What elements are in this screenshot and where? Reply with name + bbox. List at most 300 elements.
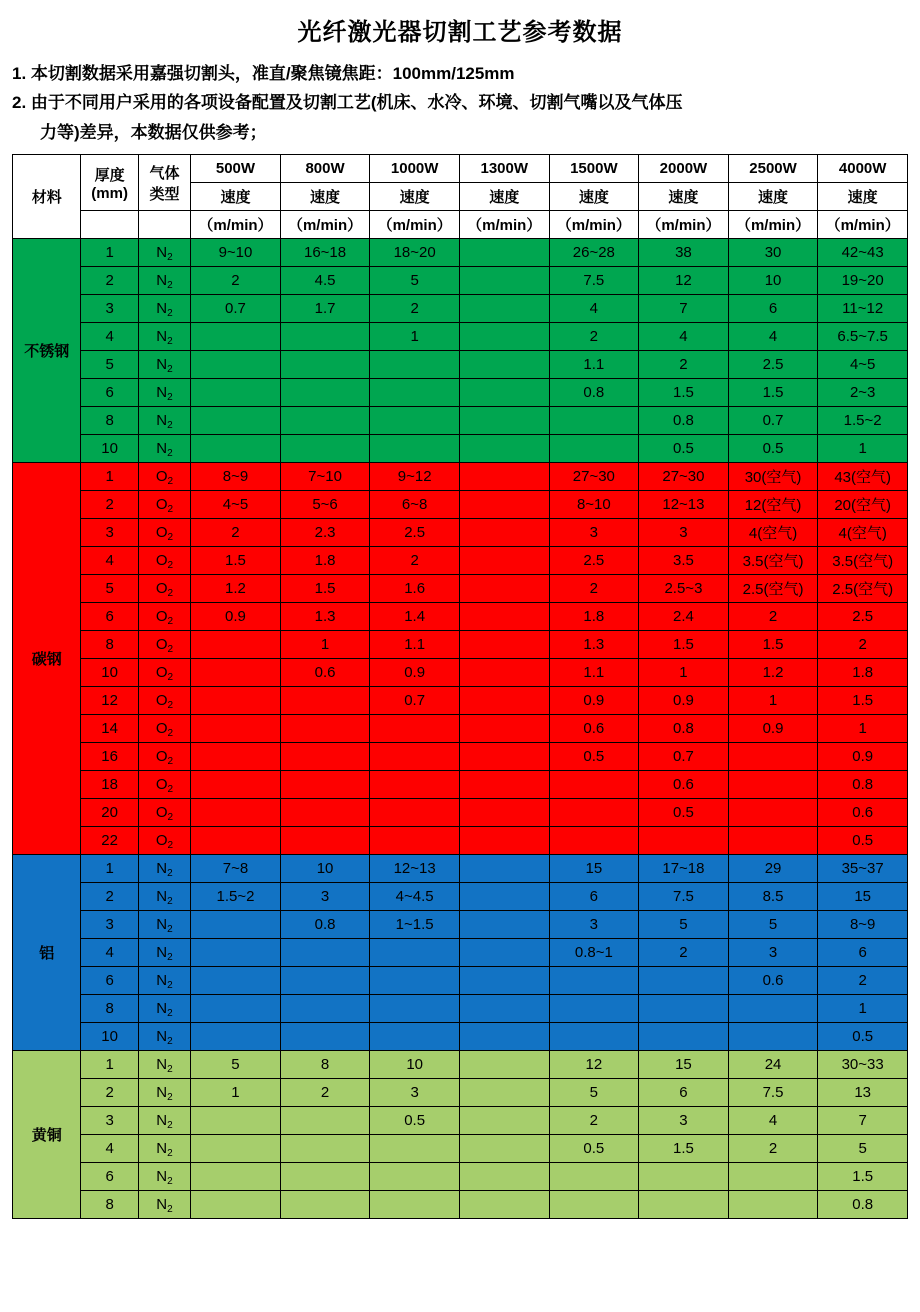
speed-cell: 8~10 xyxy=(549,491,639,519)
speed-cell xyxy=(549,995,639,1023)
speed-cell: 6~8 xyxy=(370,491,460,519)
speed-cell: 0.5 xyxy=(818,1023,908,1051)
gas-cell: $N_2$ xyxy=(138,1051,190,1079)
thickness-cell: 10 xyxy=(81,435,138,463)
header-gas-line2: 类型 xyxy=(149,185,180,203)
document-page xyxy=(0,12,920,1312)
speed-cell xyxy=(191,967,281,995)
thickness-cell: 3 xyxy=(81,911,138,939)
speed-cell: 0.8 xyxy=(639,715,729,743)
speed-cell: 9~10 xyxy=(191,239,281,267)
speed-cell: 3 xyxy=(728,939,818,967)
gas-cell: $O_2$ xyxy=(138,519,190,547)
speed-cell xyxy=(459,1135,549,1163)
gas-cell: $O_2$ xyxy=(138,547,190,575)
speed-cell: 5 xyxy=(191,1051,281,1079)
speed-cell xyxy=(639,995,729,1023)
speed-cell: 1.5 xyxy=(280,575,370,603)
note-line-3: 力等)差异，本数据仅供参考； xyxy=(40,122,267,142)
thickness-cell: 1 xyxy=(81,855,138,883)
speed-cell xyxy=(191,743,281,771)
speed-cell: 5 xyxy=(639,911,729,939)
header-speed-4000w: 速度 xyxy=(818,183,908,211)
speed-cell: 1.8 xyxy=(818,659,908,687)
speed-cell: 0.8~1 xyxy=(549,939,639,967)
table-row xyxy=(13,519,908,547)
header-power-1500w: 1500W xyxy=(549,155,639,183)
speed-cell: 0.8 xyxy=(549,379,639,407)
speed-cell xyxy=(459,323,549,351)
speed-cell xyxy=(191,379,281,407)
thickness-cell: 12 xyxy=(81,687,138,715)
gas-cell: $N_2$ xyxy=(138,1191,190,1219)
speed-cell xyxy=(191,799,281,827)
speed-cell: 0.8 xyxy=(818,1191,908,1219)
header-power-1000w: 1000W xyxy=(370,155,460,183)
gas-cell: $O_2$ xyxy=(138,575,190,603)
speed-cell: 2 xyxy=(370,547,460,575)
speed-cell xyxy=(459,575,549,603)
speed-cell xyxy=(639,967,729,995)
thickness-cell: 5 xyxy=(81,351,138,379)
speed-cell: 2 xyxy=(818,967,908,995)
speed-cell: 1.5 xyxy=(639,1135,729,1163)
speed-cell: 4 xyxy=(728,323,818,351)
speed-cell: 1.2 xyxy=(728,659,818,687)
header-unit-2000w: （m/min） xyxy=(639,211,729,239)
speed-cell xyxy=(728,827,818,855)
speed-cell xyxy=(459,939,549,967)
speed-cell xyxy=(459,911,549,939)
speed-cell: 2 xyxy=(639,351,729,379)
speed-cell: 0.6 xyxy=(728,967,818,995)
speed-cell xyxy=(639,1163,729,1191)
table-row xyxy=(13,715,908,743)
speed-cell xyxy=(370,435,460,463)
table-row xyxy=(13,995,908,1023)
speed-cell xyxy=(370,1135,460,1163)
thickness-cell: 18 xyxy=(81,771,138,799)
speed-cell xyxy=(459,351,549,379)
thickness-cell: 8 xyxy=(81,631,138,659)
speed-cell: 2.4 xyxy=(639,603,729,631)
speed-cell: 6 xyxy=(549,883,639,911)
speed-cell: 27~30 xyxy=(549,463,639,491)
gas-cell: $O_2$ xyxy=(138,491,190,519)
speed-cell: 38 xyxy=(639,239,729,267)
header-unit-gas xyxy=(138,211,190,239)
speed-cell xyxy=(280,687,370,715)
speed-cell xyxy=(728,743,818,771)
table-row xyxy=(13,379,908,407)
header-speed-500w: 速度 xyxy=(191,183,281,211)
speed-cell: 0.7 xyxy=(728,407,818,435)
speed-cell xyxy=(728,995,818,1023)
speed-cell xyxy=(459,1023,549,1051)
speed-cell: 18~20 xyxy=(370,239,460,267)
thickness-cell: 6 xyxy=(81,967,138,995)
speed-cell xyxy=(370,407,460,435)
speed-cell: 15 xyxy=(549,855,639,883)
speed-cell: 30 xyxy=(728,239,818,267)
speed-cell xyxy=(459,967,549,995)
speed-cell: 1.5 xyxy=(639,379,729,407)
speed-cell xyxy=(280,351,370,379)
table-row xyxy=(13,603,908,631)
header-speed-1500w: 速度 xyxy=(549,183,639,211)
speed-cell: 1 xyxy=(818,995,908,1023)
speed-cell xyxy=(459,603,549,631)
thickness-cell: 4 xyxy=(81,939,138,967)
gas-cell: $N_2$ xyxy=(138,855,190,883)
gas-cell: $N_2$ xyxy=(138,379,190,407)
speed-cell xyxy=(280,799,370,827)
thickness-cell: 10 xyxy=(81,1023,138,1051)
table-row xyxy=(13,1107,908,1135)
speed-cell: 6 xyxy=(728,295,818,323)
speed-cell: 0.6 xyxy=(639,771,729,799)
speed-cell: 0.5 xyxy=(818,827,908,855)
speed-cell xyxy=(280,1107,370,1135)
speed-cell xyxy=(459,407,549,435)
table-row xyxy=(13,239,908,267)
speed-cell: 1.1 xyxy=(549,659,639,687)
thickness-cell: 20 xyxy=(81,799,138,827)
speed-cell: 2.5 xyxy=(728,351,818,379)
speed-cell: 3 xyxy=(549,911,639,939)
table-row xyxy=(13,323,908,351)
thickness-cell: 4 xyxy=(81,1135,138,1163)
header-unit-1300w: （m/min） xyxy=(459,211,549,239)
speed-cell: 1 xyxy=(639,659,729,687)
speed-cell xyxy=(280,407,370,435)
speed-cell xyxy=(459,519,549,547)
speed-cell xyxy=(191,715,281,743)
speed-cell xyxy=(639,1191,729,1219)
table-row xyxy=(13,827,908,855)
table-row xyxy=(13,1023,908,1051)
gas-cell: $N_2$ xyxy=(138,911,190,939)
speed-cell: 2.5 xyxy=(370,519,460,547)
speed-cell: 2.5(空气) xyxy=(818,575,908,603)
speed-cell: 1.5~2 xyxy=(818,407,908,435)
speed-cell xyxy=(280,995,370,1023)
speed-cell: 4(空气) xyxy=(728,519,818,547)
gas-cell: $N_2$ xyxy=(138,351,190,379)
speed-cell xyxy=(459,379,549,407)
gas-cell: $O_2$ xyxy=(138,743,190,771)
speed-cell: 7 xyxy=(639,295,729,323)
gas-cell: $N_2$ xyxy=(138,1135,190,1163)
cutting-parameters-table xyxy=(12,154,908,1219)
speed-cell xyxy=(459,995,549,1023)
header-unit-thickness xyxy=(81,211,138,239)
gas-cell: $O_2$ xyxy=(138,687,190,715)
thickness-cell: 4 xyxy=(81,323,138,351)
gas-cell: $N_2$ xyxy=(138,1163,190,1191)
speed-cell: 5 xyxy=(728,911,818,939)
header-row-unit xyxy=(13,211,908,239)
speed-cell xyxy=(459,1079,549,1107)
speed-cell: 1.2 xyxy=(191,575,281,603)
speed-cell: 5 xyxy=(549,1079,639,1107)
gas-cell: $N_2$ xyxy=(138,323,190,351)
speed-cell: 17~18 xyxy=(639,855,729,883)
speed-cell xyxy=(549,967,639,995)
speed-cell xyxy=(191,1163,281,1191)
speed-cell: 0.9 xyxy=(370,659,460,687)
thickness-cell: 6 xyxy=(81,603,138,631)
speed-cell: 12(空气) xyxy=(728,491,818,519)
table-row xyxy=(13,771,908,799)
speed-cell xyxy=(191,1023,281,1051)
speed-cell xyxy=(280,379,370,407)
speed-cell: 3 xyxy=(370,1079,460,1107)
speed-cell: 10 xyxy=(370,1051,460,1079)
speed-cell: 1.3 xyxy=(549,631,639,659)
speed-cell xyxy=(370,379,460,407)
speed-cell xyxy=(459,239,549,267)
header-unit-2500w: （m/min） xyxy=(728,211,818,239)
speed-cell: 13 xyxy=(818,1079,908,1107)
speed-cell: 2~3 xyxy=(818,379,908,407)
speed-cell: 1.1 xyxy=(370,631,460,659)
speed-cell xyxy=(280,967,370,995)
speed-cell: 29 xyxy=(728,855,818,883)
speed-cell: 1.7 xyxy=(280,295,370,323)
speed-cell xyxy=(280,1023,370,1051)
speed-cell: 2 xyxy=(728,1135,818,1163)
speed-cell xyxy=(191,1107,281,1135)
speed-cell: 4~5 xyxy=(191,491,281,519)
table-row xyxy=(13,1191,908,1219)
speed-cell xyxy=(280,1191,370,1219)
speed-cell: 8 xyxy=(280,1051,370,1079)
speed-cell: 0.5 xyxy=(549,1135,639,1163)
speed-cell xyxy=(191,1135,281,1163)
speed-cell: 0.8 xyxy=(639,407,729,435)
speed-cell: 3.5 xyxy=(639,547,729,575)
header-speed-2500w: 速度 xyxy=(728,183,818,211)
thickness-cell: 1 xyxy=(81,463,138,491)
speed-cell: 20(空气) xyxy=(818,491,908,519)
gas-cell: $O_2$ xyxy=(138,603,190,631)
gas-cell: $N_2$ xyxy=(138,435,190,463)
speed-cell: 2 xyxy=(639,939,729,967)
header-speed-2000w: 速度 xyxy=(639,183,729,211)
thickness-cell: 10 xyxy=(81,659,138,687)
speed-cell: 24 xyxy=(728,1051,818,1079)
speed-cell: 5 xyxy=(370,267,460,295)
table-row xyxy=(13,463,908,491)
speed-cell: 2.5 xyxy=(549,547,639,575)
speed-cell xyxy=(459,687,549,715)
table-row xyxy=(13,883,908,911)
gas-cell: $N_2$ xyxy=(138,267,190,295)
speed-cell: 15 xyxy=(818,883,908,911)
speed-cell xyxy=(728,799,818,827)
speed-cell: 2.5(空气) xyxy=(728,575,818,603)
speed-cell xyxy=(280,1135,370,1163)
gas-cell: $N_2$ xyxy=(138,1107,190,1135)
speed-cell xyxy=(639,827,729,855)
speed-cell: 4~4.5 xyxy=(370,883,460,911)
speed-cell: 2 xyxy=(191,519,281,547)
table-row xyxy=(13,491,908,519)
speed-cell xyxy=(549,1023,639,1051)
speed-cell xyxy=(639,1023,729,1051)
speed-cell: 0.9 xyxy=(549,687,639,715)
speed-cell xyxy=(370,715,460,743)
speed-cell xyxy=(549,799,639,827)
gas-cell: $O_2$ xyxy=(138,659,190,687)
thickness-cell: 1 xyxy=(81,1051,138,1079)
speed-cell: 0.5 xyxy=(370,1107,460,1135)
speed-cell: 0.9 xyxy=(191,603,281,631)
thickness-cell: 8 xyxy=(81,1191,138,1219)
header-power-4000w: 4000W xyxy=(818,155,908,183)
speed-cell: 30~33 xyxy=(818,1051,908,1079)
thickness-cell: 3 xyxy=(81,519,138,547)
speed-cell: 26~28 xyxy=(549,239,639,267)
table-row xyxy=(13,1135,908,1163)
speed-cell xyxy=(370,1023,460,1051)
speed-cell: 4 xyxy=(639,323,729,351)
header-power-500w: 500W xyxy=(191,155,281,183)
gas-cell: $O_2$ xyxy=(138,631,190,659)
table-row xyxy=(13,855,908,883)
speed-cell xyxy=(728,771,818,799)
speed-cell xyxy=(459,491,549,519)
speed-cell xyxy=(280,743,370,771)
gas-cell: $O_2$ xyxy=(138,463,190,491)
material-cell: 碳钢 xyxy=(13,463,81,855)
thickness-cell: 22 xyxy=(81,827,138,855)
speed-cell xyxy=(370,771,460,799)
header-thickness-line2: (mm) xyxy=(91,184,128,202)
speed-cell: 2.5 xyxy=(818,603,908,631)
speed-cell: 0.9 xyxy=(818,743,908,771)
speed-cell: 42~43 xyxy=(818,239,908,267)
speed-cell: 1.4 xyxy=(370,603,460,631)
gas-cell: $N_2$ xyxy=(138,1079,190,1107)
header-power-2000w: 2000W xyxy=(639,155,729,183)
speed-cell xyxy=(459,435,549,463)
speed-cell: 4~5 xyxy=(818,351,908,379)
header-unit-1500w: （m/min） xyxy=(549,211,639,239)
header-unit-4000w: （m/min） xyxy=(818,211,908,239)
table-row xyxy=(13,659,908,687)
material-cell: 铝 xyxy=(13,855,81,1051)
thickness-cell: 16 xyxy=(81,743,138,771)
gas-cell: $N_2$ xyxy=(138,883,190,911)
gas-cell: $O_2$ xyxy=(138,771,190,799)
speed-cell: 19~20 xyxy=(818,267,908,295)
speed-cell: 15 xyxy=(639,1051,729,1079)
speed-cell: 10 xyxy=(728,267,818,295)
speed-cell: 1 xyxy=(818,715,908,743)
header-power-800w: 800W xyxy=(280,155,370,183)
table-row xyxy=(13,295,908,323)
speed-cell: 0.9 xyxy=(728,715,818,743)
speed-cell: 0.5 xyxy=(639,435,729,463)
speed-cell: 0.7 xyxy=(639,743,729,771)
speed-cell xyxy=(459,771,549,799)
table-row xyxy=(13,799,908,827)
speed-cell: 1 xyxy=(818,435,908,463)
speed-cell: 0.5 xyxy=(549,743,639,771)
speed-cell xyxy=(191,687,281,715)
speed-cell xyxy=(370,1191,460,1219)
header-unit-1000w: （m/min） xyxy=(370,211,460,239)
speed-cell: 8~9 xyxy=(191,463,281,491)
speed-cell: 0.8 xyxy=(280,911,370,939)
speed-cell: 7 xyxy=(818,1107,908,1135)
speed-cell xyxy=(370,995,460,1023)
thickness-cell: 2 xyxy=(81,491,138,519)
speed-cell xyxy=(549,1191,639,1219)
speed-cell: 12 xyxy=(639,267,729,295)
speed-cell xyxy=(191,995,281,1023)
speed-cell: 2 xyxy=(818,631,908,659)
speed-cell: 7.5 xyxy=(728,1079,818,1107)
header-material: 材料 xyxy=(13,155,81,239)
header-speed-1000w: 速度 xyxy=(370,183,460,211)
gas-cell: $N_2$ xyxy=(138,239,190,267)
speed-cell xyxy=(191,435,281,463)
speed-cell: 4.5 xyxy=(280,267,370,295)
speed-cell: 1.8 xyxy=(280,547,370,575)
gas-cell: $N_2$ xyxy=(138,967,190,995)
speed-cell: 2 xyxy=(549,575,639,603)
speed-cell xyxy=(191,827,281,855)
speed-cell: 4 xyxy=(549,295,639,323)
speed-cell: 3.5(空气) xyxy=(728,547,818,575)
speed-cell xyxy=(191,631,281,659)
speed-cell xyxy=(370,743,460,771)
gas-cell: $O_2$ xyxy=(138,827,190,855)
gas-cell: $N_2$ xyxy=(138,939,190,967)
speed-cell: 6.5~7.5 xyxy=(818,323,908,351)
speed-cell: 6 xyxy=(818,939,908,967)
speed-cell xyxy=(549,435,639,463)
speed-cell: 2 xyxy=(549,1107,639,1135)
thickness-cell: 2 xyxy=(81,1079,138,1107)
thickness-cell: 3 xyxy=(81,1107,138,1135)
speed-cell: 1.5 xyxy=(728,379,818,407)
speed-cell xyxy=(549,1163,639,1191)
speed-cell: 2 xyxy=(549,323,639,351)
table-row xyxy=(13,1163,908,1191)
speed-cell: 12~13 xyxy=(370,855,460,883)
speed-cell: 10 xyxy=(280,855,370,883)
header-gas-type xyxy=(138,155,190,211)
gas-cell: $O_2$ xyxy=(138,799,190,827)
table-row xyxy=(13,687,908,715)
speed-cell: 1.1 xyxy=(549,351,639,379)
speed-cell xyxy=(280,939,370,967)
speed-cell: 0.8 xyxy=(818,771,908,799)
header-unit-800w: （m/min） xyxy=(280,211,370,239)
speed-cell: 3 xyxy=(280,883,370,911)
header-unit-500w: （m/min） xyxy=(191,211,281,239)
speed-cell xyxy=(728,1023,818,1051)
speed-cell: 1.5 xyxy=(639,631,729,659)
speed-cell: 1 xyxy=(728,687,818,715)
speed-cell: 4 xyxy=(728,1107,818,1135)
header-power-2500w: 2500W xyxy=(728,155,818,183)
speed-cell: 0.6 xyxy=(549,715,639,743)
